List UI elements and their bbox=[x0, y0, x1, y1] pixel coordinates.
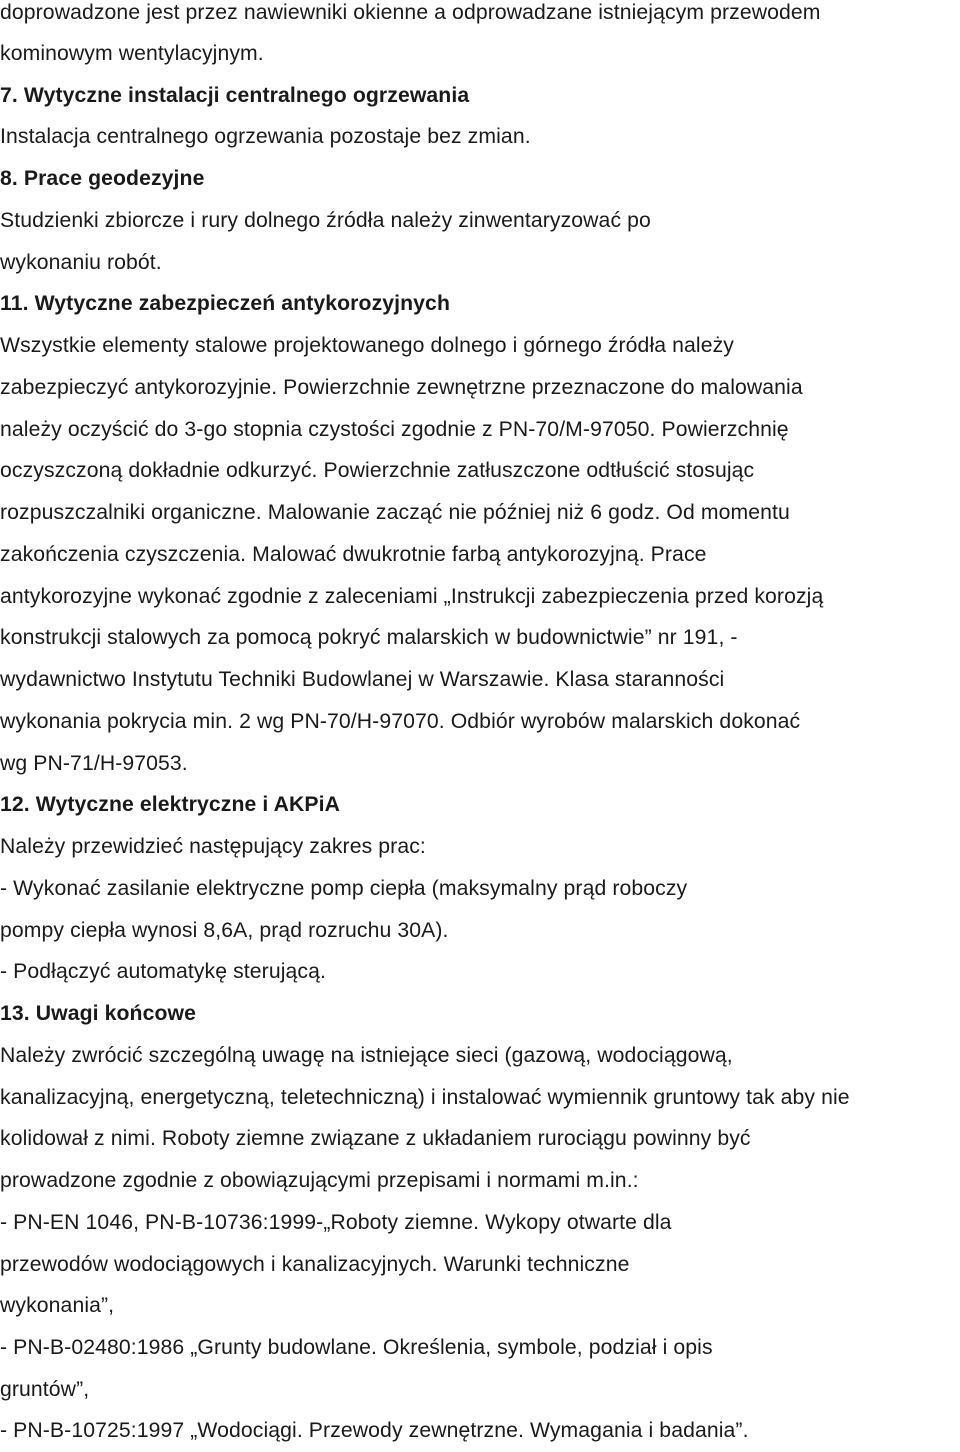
text-line-28: kolidował z nimi. Roboty ziemne związane z układaniem rurociągu powinny być bbox=[0, 1127, 751, 1150]
text-line-13: rozpuszczalniki organiczne. Malowanie zacząć nie później niż 6 godz. Od momentu bbox=[0, 501, 790, 524]
text-line-32: wykonania”, bbox=[0, 1294, 115, 1317]
text-line-18: wykonania pokrycia min. 2 wg PN-70/H-97070. Odbiór wyrobów malarskich dokonać bbox=[0, 710, 801, 733]
text-line-2: kominowym wentylacyjnym. bbox=[0, 42, 264, 65]
text-line-4: Instalacja centralnego ogrzewania pozostaje bez zmian. bbox=[0, 125, 531, 148]
section-heading-8: 8. Prace geodezyjne bbox=[0, 167, 205, 190]
text-line-35: - PN-B-10725:1997 „Wodociągi. Przewody zewnętrzne. Wymagania i badania”. bbox=[0, 1419, 749, 1442]
text-line-27: kanalizacyjną, energetyczną, teletechniczną) i instalować wymiennik gruntowy tak aby nie bbox=[0, 1086, 850, 1109]
text-line-33: - PN-B-02480:1986 „Grunty budowlane. Określenia, symbole, podział i opis bbox=[0, 1336, 713, 1359]
text-line-15: antykorozyjne wykonać zgodnie z zaleceniami „Instrukcji zabezpieczenia przed korozją bbox=[0, 585, 824, 608]
text-line-6: Studzienki zbiorcze i rury dolnego źródła należy zinwentaryzować po bbox=[0, 209, 651, 232]
text-line-26: Należy zwrócić szczególną uwagę na istniejące sieci (gazową, wodociągową, bbox=[0, 1044, 733, 1067]
text-line-10: zabezpieczyć antykorozyjnie. Powierzchnie zewnętrzne przeznaczone do malowania bbox=[0, 376, 803, 399]
section-heading-11: 11. Wytyczne zabezpieczeń antykorozyjnych bbox=[0, 292, 450, 315]
section-heading-7: 7. Wytyczne instalacji centralnego ogrzewania bbox=[0, 84, 470, 107]
text-line-7: wykonaniu robót. bbox=[0, 251, 162, 274]
text-line-12: oczyszczoną dokładnie odkurzyć. Powierzchnie zatłuszczone odtłuścić stosując bbox=[0, 459, 755, 482]
section-heading-12: 12. Wytyczne elektryczne i AKPiA bbox=[0, 793, 340, 816]
text-line-1: doprowadzone jest przez nawiewniki okienne a odprowadzane istniejącym przewodem bbox=[0, 1, 821, 24]
text-line-9: Wszystkie elementy stalowe projektowanego dolnego i górnego źródła należy bbox=[0, 334, 734, 357]
text-line-34: gruntów”, bbox=[0, 1378, 90, 1401]
text-line-14: zakończenia czyszczenia. Malować dwukrotnie farbą antykorozyjną. Prace bbox=[0, 543, 707, 566]
section-heading-13: 13. Uwagi końcowe bbox=[0, 1002, 196, 1025]
text-line-31: przewodów wodociągowych i kanalizacyjnych. Warunki techniczne bbox=[0, 1253, 630, 1276]
text-line-17: wydawnictwo Instytutu Techniki Budowlanej w Warszawie. Klasa staranności bbox=[0, 668, 725, 691]
text-line-29: prowadzone zgodnie z obowiązującymi przepisami i normami m.in.: bbox=[0, 1169, 639, 1192]
text-line-22: - Wykonać zasilanie elektryczne pomp ciepła (maksymalny prąd roboczy bbox=[0, 877, 688, 900]
text-line-16: konstrukcji stalowych za pomocą pokryć malarskich w budownictwie” nr 191, - bbox=[0, 626, 738, 649]
text-line-11: należy oczyścić do 3-go stopnia czystości zgodnie z PN-70/M-97050. Powierzchnię bbox=[0, 418, 789, 441]
text-line-30: - PN-EN 1046, PN-B-10736:1999-„Roboty ziemne. Wykopy otwarte dla bbox=[0, 1211, 672, 1234]
text-line-24: - Podłączyć automatykę sterującą. bbox=[0, 960, 326, 983]
text-line-21: Należy przewidzieć następujący zakres prac: bbox=[0, 835, 426, 858]
text-line-23: pompy ciepła wynosi 8,6A, prąd rozruchu 30A). bbox=[0, 919, 449, 942]
text-line-19: wg PN-71/H-97053. bbox=[0, 752, 188, 775]
